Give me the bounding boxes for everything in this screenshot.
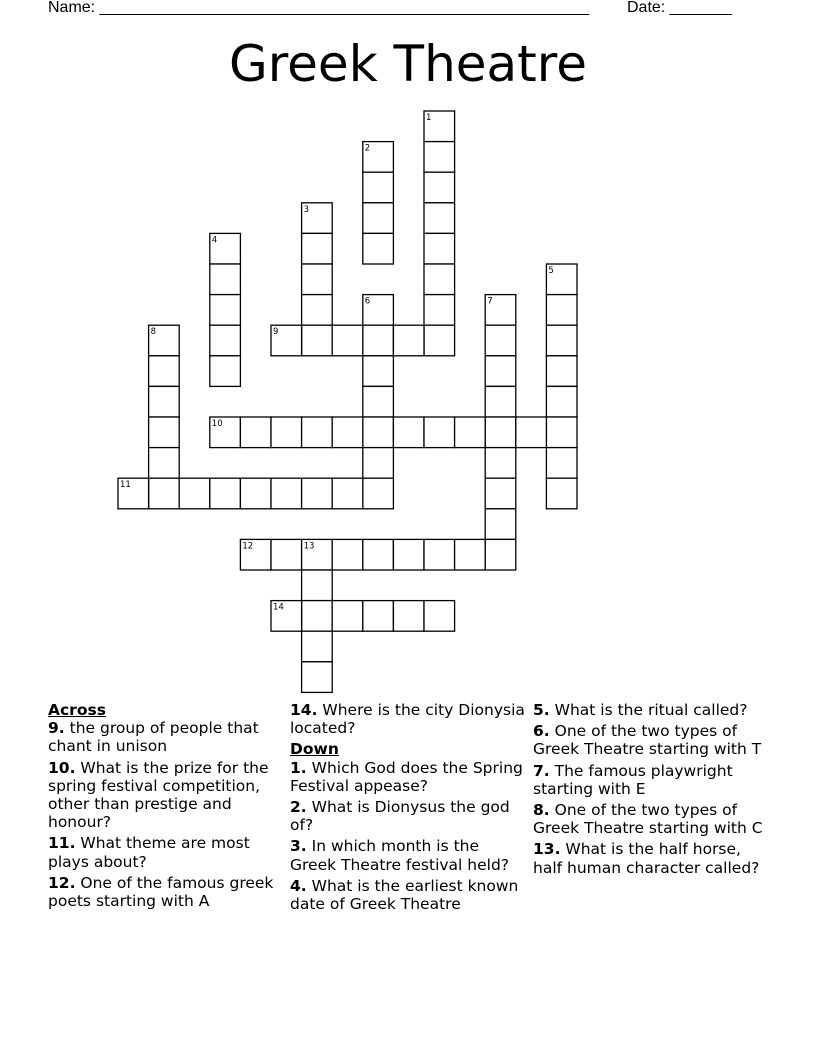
cell-number: 6	[364, 296, 371, 307]
clue-down-7	[533, 762, 763, 798]
grid-cell[interactable]	[485, 539, 516, 570]
grid-cell[interactable]	[302, 631, 333, 662]
clue-text: What is Dionysus the god of?	[290, 798, 510, 835]
grid-cell[interactable]	[424, 539, 455, 570]
cell-number: 11	[120, 480, 131, 491]
clue-text: Which God does the Spring Festival appease?	[290, 758, 523, 795]
page-title: Greek Theatre	[228, 35, 588, 93]
clue-down-13	[533, 840, 763, 876]
clue-across-10	[48, 759, 280, 832]
grid-cell[interactable]	[210, 356, 241, 387]
clue-text: What is the ritual called?	[554, 701, 748, 719]
clue-number: 2.	[290, 798, 307, 817]
grid-cell[interactable]	[363, 601, 394, 632]
grid-cell[interactable]	[210, 478, 241, 509]
grid-cell[interactable]	[302, 570, 333, 601]
clue-number: 9.	[48, 719, 65, 738]
cell-number: 1	[426, 113, 432, 123]
clue-text: What is the prize for the spring festival competition, other than prestige and honour?	[48, 758, 269, 832]
grid-cell[interactable]	[210, 264, 241, 295]
grid-cell[interactable]	[424, 325, 455, 356]
clue-number: 3.	[290, 837, 307, 856]
cell-number: 3	[303, 204, 310, 215]
grid-cell[interactable]	[363, 203, 394, 234]
clue-number: 4.	[290, 876, 307, 895]
clue-down-8	[533, 801, 763, 837]
grid-cell[interactable]	[424, 142, 455, 173]
grid-cell[interactable]	[302, 264, 333, 295]
grid-cell[interactable]	[271, 539, 302, 570]
clue-number: 5.	[533, 701, 550, 719]
grid-cell[interactable]	[149, 356, 180, 387]
clue-down-4	[290, 877, 526, 913]
clue-number: 11.	[48, 834, 76, 853]
clue-down-5	[533, 701, 763, 719]
grid-cell[interactable]	[424, 172, 455, 203]
grid-cell[interactable]	[424, 203, 455, 234]
grid-cell[interactable]	[332, 601, 363, 632]
grid-cell[interactable]	[455, 417, 486, 448]
clues-column-3	[533, 701, 763, 880]
clue-text: What theme are most plays about?	[48, 834, 250, 871]
grid-cell[interactable]	[546, 448, 577, 479]
grid-cell[interactable]	[516, 417, 547, 448]
grid-cell[interactable]	[485, 509, 516, 540]
grid-cell[interactable]	[546, 478, 577, 509]
clue-down-6	[533, 722, 763, 758]
grid-cell[interactable]	[546, 386, 577, 417]
grid-cell[interactable]	[393, 325, 424, 356]
grid-cell[interactable]	[363, 417, 394, 448]
clue-number: 8.	[533, 801, 550, 820]
grid-cell[interactable]	[302, 662, 333, 693]
cell-number: 7	[487, 296, 493, 307]
clue-number: 6.	[533, 722, 550, 741]
clue-across-14	[290, 701, 526, 737]
clues-column-2	[290, 701, 526, 916]
grid-cell[interactable]	[332, 478, 363, 509]
grid-cell[interactable]	[424, 264, 455, 295]
grid-cell[interactable]	[546, 295, 577, 326]
grid-cell[interactable]	[424, 601, 455, 632]
grid-cell[interactable]	[302, 233, 333, 264]
grid-cell[interactable]	[363, 325, 394, 356]
clue-text: What is the half horse, half human character called?	[533, 840, 760, 877]
clue-number: 10.	[48, 758, 76, 777]
clue-text: What is the earliest known date of Greek Theatre	[290, 876, 519, 914]
grid-cell[interactable]	[424, 417, 455, 448]
grid-cell[interactable]	[179, 478, 210, 509]
grid-cell[interactable]	[485, 417, 516, 448]
grid-cell[interactable]	[363, 386, 394, 417]
grid-cell[interactable]	[363, 233, 394, 264]
clue-number: 7.	[533, 761, 550, 780]
grid-cell[interactable]	[271, 478, 302, 509]
clue-down-3	[290, 837, 526, 873]
cell-number: 2	[364, 143, 371, 154]
cell-number: 5	[548, 266, 554, 276]
clue-down-1	[290, 759, 526, 795]
across-heading: Across	[48, 701, 106, 719]
grid-cell[interactable]	[485, 478, 516, 509]
grid-cell[interactable]	[302, 478, 333, 509]
grid-cell[interactable]	[332, 417, 363, 448]
clue-across-12	[48, 874, 280, 910]
clues-column-1	[48, 701, 280, 913]
cell-number: 12	[242, 541, 254, 552]
grid-cell[interactable]	[546, 356, 577, 387]
grid-cell[interactable]	[332, 325, 363, 356]
grid-cell[interactable]	[302, 601, 333, 632]
grid-cell[interactable]	[363, 172, 394, 203]
grid-cell[interactable]	[149, 478, 180, 509]
grid-cell[interactable]	[485, 448, 516, 479]
clue-number: 12.	[48, 873, 76, 892]
clue-number: 1.	[290, 758, 307, 777]
grid-cell[interactable]	[485, 386, 516, 417]
grid-cell[interactable]	[240, 478, 271, 509]
cell-number: 8	[150, 327, 157, 338]
clue-text: In which month is the Greek Theatre festival held?	[290, 837, 510, 874]
grid-cell[interactable]	[271, 417, 302, 448]
cell-number: 4	[211, 235, 218, 246]
clue-text: Where is the city Dionysia located?	[290, 701, 525, 738]
grid-cell[interactable]	[149, 417, 180, 448]
grid-cell[interactable]	[363, 478, 394, 509]
grid-cell[interactable]	[485, 325, 516, 356]
grid-cell[interactable]	[393, 417, 424, 448]
clue-text: One of the two types of Greek Theatre starting with T	[533, 722, 762, 759]
date-field[interactable]: Date: _______	[627, 0, 732, 16]
cell-number: 10	[211, 419, 223, 429]
grid-cell[interactable]	[485, 356, 516, 387]
cell-number: 14	[273, 602, 284, 613]
name-field[interactable]: Name: _______________________________________________________	[48, 0, 589, 16]
grid-cell[interactable]	[332, 539, 363, 570]
grid-cell[interactable]	[210, 295, 241, 326]
grid-cell[interactable]	[302, 417, 333, 448]
grid-cell[interactable]	[149, 386, 180, 417]
grid-cell[interactable]	[546, 325, 577, 356]
clue-text: the group of people that chant in unison	[48, 719, 259, 756]
grid-cell[interactable]	[302, 325, 333, 356]
grid-cell[interactable]	[210, 325, 241, 356]
clue-across-11	[48, 834, 280, 870]
grid-cell[interactable]	[546, 417, 577, 448]
clue-text: One of the famous greek poets starting with A	[48, 873, 274, 911]
clue-across-9	[48, 719, 280, 755]
grid-cell[interactable]	[302, 295, 333, 326]
grid-cell[interactable]	[424, 233, 455, 264]
grid-cell[interactable]	[393, 601, 424, 632]
grid-cell[interactable]	[240, 417, 271, 448]
clue-number: 13.	[533, 840, 561, 859]
clue-number: 14.	[290, 701, 318, 719]
cell-number: 13	[303, 541, 315, 552]
grid-cell[interactable]	[393, 539, 424, 570]
grid-cell[interactable]	[424, 295, 455, 326]
cell-number: 9	[273, 327, 279, 338]
grid-cell[interactable]	[363, 356, 394, 387]
grid-cell[interactable]	[455, 539, 486, 570]
clue-text: The famous playwright starting with E	[533, 761, 733, 798]
grid-cell[interactable]	[149, 448, 180, 479]
grid-cell[interactable]	[363, 448, 394, 479]
grid-cell[interactable]	[363, 539, 394, 570]
clue-text: One of the two types of Greek Theatre starting with C	[533, 801, 763, 838]
clue-down-2	[290, 798, 526, 834]
down-heading: Down	[290, 740, 339, 759]
